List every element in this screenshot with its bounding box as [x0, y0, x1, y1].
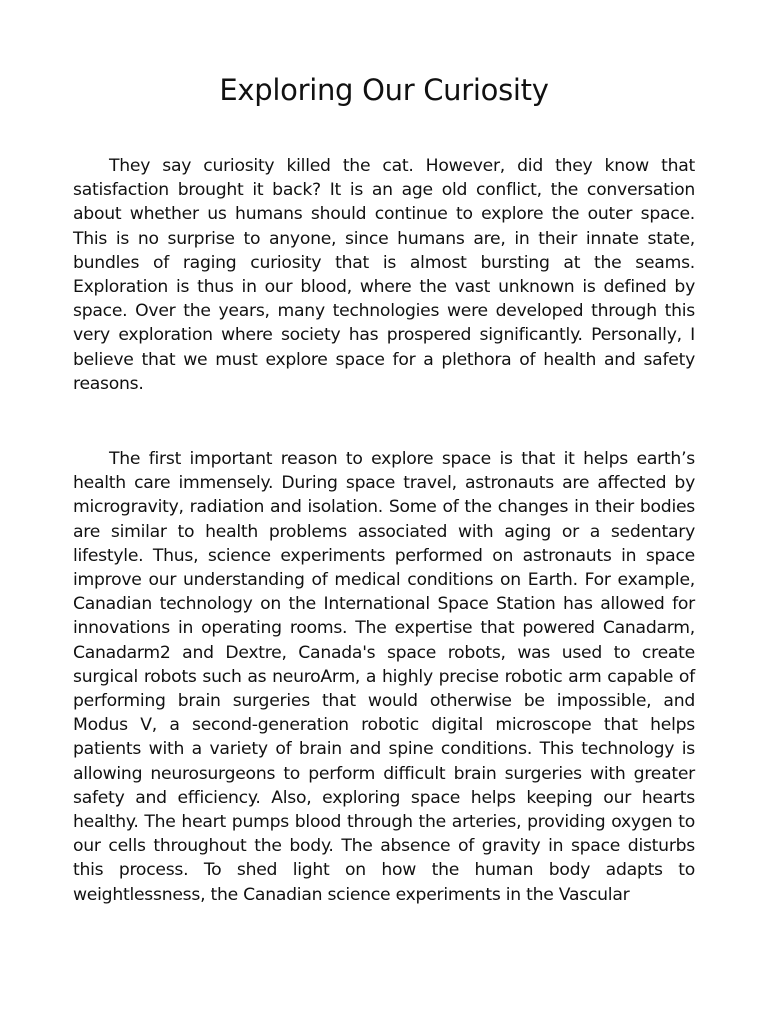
paragraph-health-care: The first important reason to explore space is that it helps earth’s health care immensely. During space travel, astronauts are affected by microgravity, radiation and isolation. Some of the changes in their bodies are similar to health problems associated with aging or a sedentary lifestyle. Thus, science experiments performed on astronauts in space improve our understanding of medical conditions on Earth. For example, Canadian technology on the International Space Station has allowed for innovations in operating rooms. The expertise that powered Canadarm, Canadarm2 and Dextre, Canada's space robots, was used to create surgical robots such as neuroArm, a highly precise robotic arm capable of performing brain surgeries that would otherwise be impossible, and Modus V, a second-generation robotic digital microscope that helps patients with a variety of brain and spine conditions. This technology is allowing neurosurgeons to perform difficult brain surgeries with greater safety and efficiency. Also, exploring space helps keeping our hearts healthy. The heart pumps blood through the arteries, providing oxygen to our cells throughout the body. The absence of gravity in space disturbs this process. To shed light on how the human body adapts to weightlessness, the Canadian science experiments in the Vascular: [73, 449, 695, 905]
page-title: Exploring Our Curiosity: [219, 73, 549, 107]
paragraph-intro: They say curiosity killed the cat. However, did they know that satisfaction brought it back? It is an age old conflict, the conversation about whether us humans should continue to explore the outer space. This is no surprise to anyone, since humans are, in their innate state, bundles of raging curiosity that is almost bursting at the seams. Exploration is thus in our blood, where the vast unknown is defined by space. Over the years, many technologies were developed through this very exploration where society has prospered significantly. Personally, I believe that we must explore space for a plethora of health and safety reasons.: [73, 156, 695, 394]
